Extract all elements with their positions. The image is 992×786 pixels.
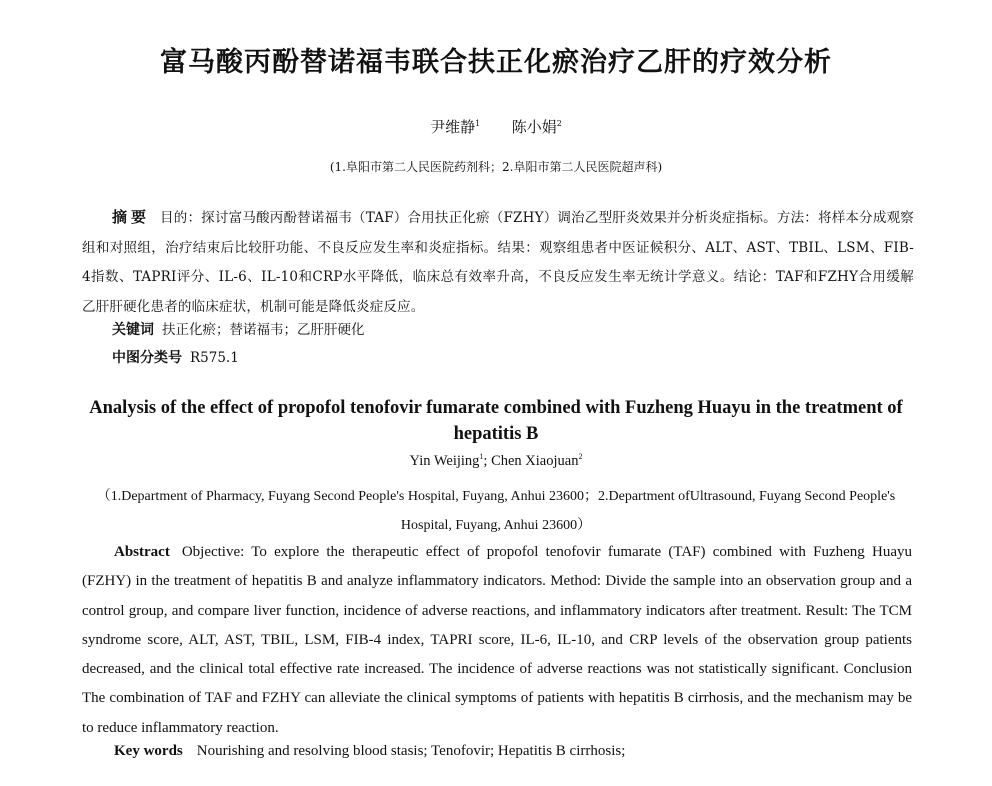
author-superscript: 1 bbox=[475, 119, 481, 128]
english-abstract-label: Abstract bbox=[114, 544, 170, 560]
english-authors bbox=[0, 453, 992, 470]
chinese-authors bbox=[0, 116, 992, 137]
chinese-author-name: 陈小娟 bbox=[511, 118, 557, 136]
chinese-keywords-text: 扶正化瘀；替诺福韦；乙肝肝硬化 bbox=[162, 322, 365, 338]
author-superscript: 2 bbox=[556, 119, 562, 128]
english-affiliation: （1.Department of Pharmacy, Fuyang Second People's Hospital, Fuyang, Anhui 23600；2.Department ofUltrasound, Fuyang Second People's Hospital, Fuyang, Anhui 23600） bbox=[96, 489, 896, 533]
chinese-keywords-label: 关键词 bbox=[112, 322, 154, 338]
classification-label: 中图分类号 bbox=[112, 350, 182, 366]
chinese-affiliation: (1.阜阳市第二人民医院药剂科；2.阜阳市第二人民医院超声科) bbox=[329, 160, 663, 174]
english-keywords-label: Key words bbox=[114, 743, 183, 759]
english-abstract-text: Objective: To explore the therapeutic effect of propofol tenofovir fumarate (TAF) combined with Fuzheng Huayu (FZHY) in the treatment of hepatitis B and analyze inflammatory indicators. Method: Divide the sample into an observation group and a control group, and compare liver function, incidence of adverse reactions, and inflammatory indicators after treatment. Result: The TCM syndrome score, ALT, AST, TBIL, LSM, FIB-4 index, TAPRI score, IL-6, IL-10, and CRP levels of the observation group patients decreased, and the clinical total effective rate increased. The incidence of adverse reactions was not statistically significant. Conclusion The combination of TAF and FZHY can alleviate the clinical symptoms of patients with hepatitis B cirrhosis, and the mechanism may be to reduce inflammatory reaction. bbox=[82, 544, 912, 736]
english-author-name: Chen Xiaojuan bbox=[491, 453, 579, 469]
chinese-title: 富马酸丙酚替诺福韦联合扶正化瘀治疗乙肝的疗效分析 bbox=[160, 47, 832, 78]
author-superscript: 1 bbox=[479, 452, 484, 462]
chinese-classification bbox=[112, 347, 239, 367]
classification-value: R575.1 bbox=[190, 350, 239, 366]
chinese-abstract bbox=[82, 203, 914, 322]
english-abstract bbox=[82, 538, 912, 743]
author-superscript: 2 bbox=[578, 452, 583, 462]
english-keywords bbox=[114, 743, 625, 760]
english-keywords-text: Nourishing and resolving blood stasis; Tenofovir; Hepatitis B cirrhosis; bbox=[196, 743, 626, 759]
chinese-author-name: 尹维静 bbox=[430, 118, 476, 136]
chinese-abstract-text: 目的：探讨富马酸丙酚替诺福韦（TAF）合用扶正化瘀（FZHY）调治乙型肝炎效果并分析炎症指标。方法：将样本分成观察组和对照组，治疗结束后比较肝功能、不良反应发生率和炎症指标。结果：观察组患者中医证候积分、ALT、AST、TBIL、LSM、FIB-4指数、TAPRI评分、IL-6、IL-10和CRP水平降低，临床总有效率升高，不良反应发生率无统计学意义。结论：TAF和FZHY合用缓解乙肝肝硬化患者的临床症状，机制可能是降低炎症反应。 bbox=[82, 210, 914, 315]
author-separator: ; bbox=[483, 453, 492, 469]
english-author-name: Yin Weijing bbox=[409, 453, 480, 469]
chinese-keywords bbox=[112, 318, 365, 339]
english-title: Analysis of the effect of propofol tenofovir fumarate combined with Fuzheng Huayu in the treatment of hepatitis B bbox=[89, 398, 903, 444]
chinese-abstract-label: 摘要 bbox=[112, 208, 151, 226]
